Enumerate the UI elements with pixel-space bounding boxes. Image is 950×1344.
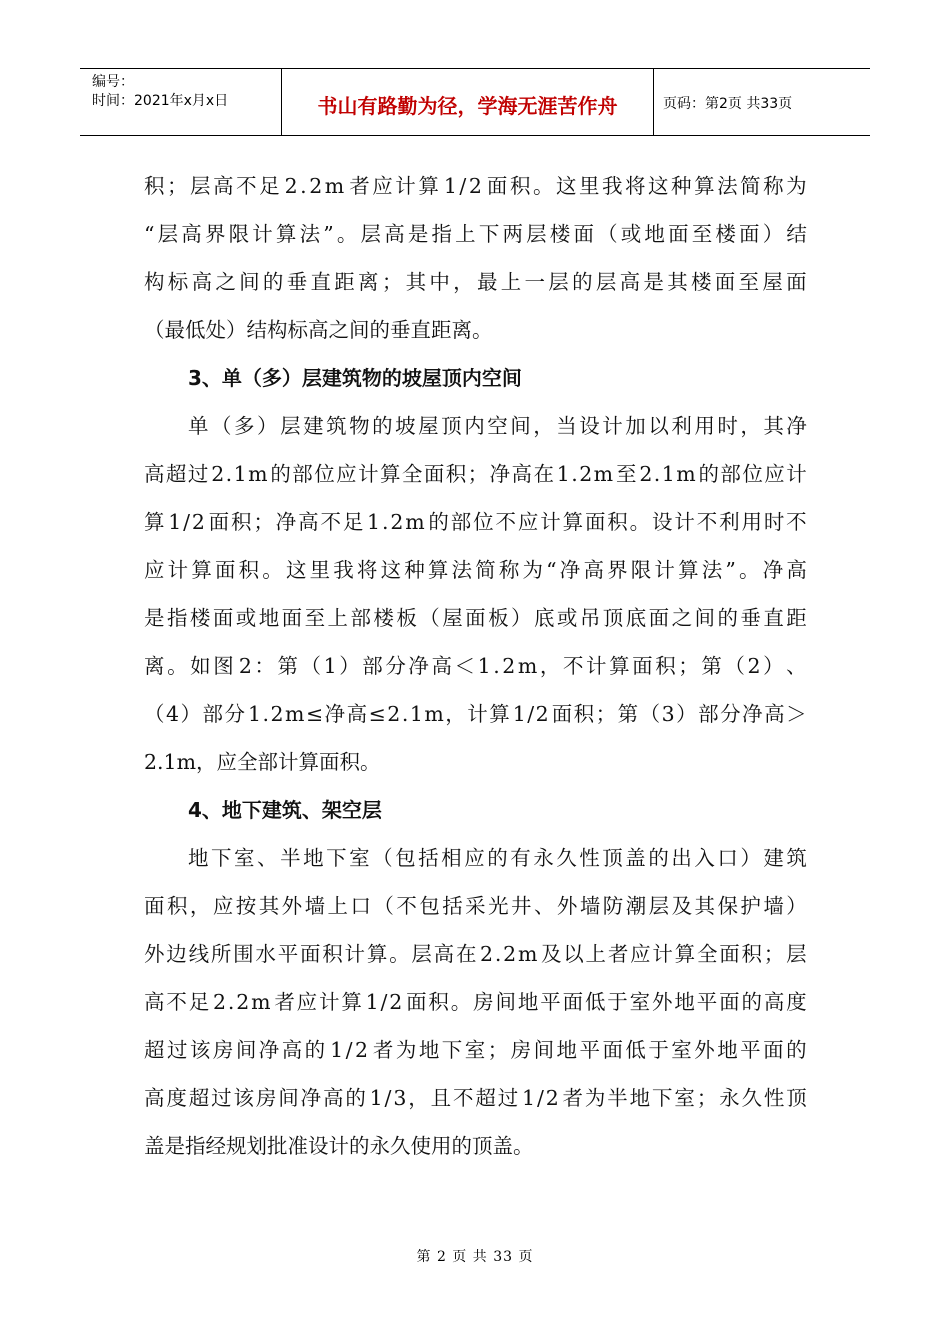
body-line: 高 超 过 2 . 1 m 的 部 位 应 计 算 全 面 积 ； 净 高 在 1 . 2 m 至 2 . 1 m 的 部 位 应 计 (144, 462, 807, 486)
body-line: 盖是指经规划批准设计的永久使用的顶盖。 (144, 1134, 534, 1158)
body-line: 离 。 如 图 2 ： 第 （ 1 ） 部 分 净 高 ＜ 1 . 2 m ， 不 计 算 面 积 ； 第 （ 2 ） 、 (144, 654, 807, 678)
body-line: 应 计 算 面 积 。 这 里 我 将 这 种 算 法 简 称 为 “ 净 高 界 限 计 算 法 ” 。 净 高 (144, 558, 807, 582)
header-page-info: 页码：第2页 共33页 (663, 96, 793, 112)
body-line: 高 度 超 过 该 房 间 净 高 的 1 / 3 ， 且 不 超 过 1 / 2 者 为 半 地 下 室 ； 永 久 性 顶 (144, 1086, 807, 1110)
body-line: 面 积 ， 应 按 其 外 墙 上 口 （ 不 包 括 采 光 井 、 外 墙 防 潮 层 及 其 保 护 墙 ） (144, 894, 807, 918)
body-line: 是 指 楼 面 或 地 面 至 上 部 楼 板 （ 屋 面 板 ） 底 或 吊 顶 底 面 之 间 的 垂 直 距 (144, 606, 807, 630)
page-header (80, 68, 870, 136)
body-line: “ 层 高 界 限 计 算 法 ” 。 层 高 是 指 上 下 两 层 楼 面 （ 或 地 面 至 楼 面 ） 结 (144, 222, 807, 246)
body-line: 单 （ 多 ） 层 建 筑 物 的 坡 屋 顶 内 空 间 ， 当 设 计 加 以 利 用 时 ， 其 净 (188, 414, 807, 438)
serial-label: 编号： (92, 74, 134, 90)
section-4-heading: 4、地下建筑、架空层 (188, 798, 382, 822)
body-line: 超 过 该 房 间 净 高 的 1 / 2 者 为 地 下 室 ； 房 间 地 平 面 低 于 室 外 地 平 面 的 (144, 1038, 807, 1062)
body-line: 2.1m，应全部计算面积。 (144, 750, 381, 774)
body-line: 高 不 足 2 . 2 m 者 应 计 算 1 / 2 面 积 。 房 间 地 平 面 低 于 室 外 地 平 面 的 高 度 (144, 990, 807, 1014)
body-line: 地 下 室 、 半 地 下 室 （ 包 括 相 应 的 有 永 久 性 顶 盖 的 出 入 口 ） 建 筑 (188, 846, 807, 870)
body-line: （ 4 ） 部 分 1 . 2 m ≤ 净 高 ≤ 2 . 1 m ， 计 算 1 / 2 面 积 ； 第 （ 3 ） 部 分 净 高 ＞ (144, 702, 807, 726)
body-line: （最低处）结构标高之间的垂直距离。 (144, 318, 493, 342)
header-motto: 书山有路勤为径，学海无涯苦作舟 (282, 69, 654, 135)
date-text: 时间：2021年x月x日 (92, 93, 229, 109)
body-line: 算 1 / 2 面 积 ； 净 高 不 足 1 . 2 m 的 部 位 不 应 计 算 面 积 。 设 计 不 利 用 时 不 (144, 510, 807, 534)
header-meta (80, 69, 282, 135)
body-line: 积 ； 层 高 不 足 2 . 2 m 者 应 计 算 1 / 2 面 积 。 这 里 我 将 这 种 算 法 简 称 为 (144, 174, 807, 198)
page-footer: 第 2 页 共 33 页 (416, 1249, 534, 1265)
body-line: 外 边 线 所 围 水 平 面 积 计 算 。 层 高 在 2 . 2 m 及 以 上 者 应 计 算 全 面 积 ； 层 (144, 942, 807, 966)
body-line: 构 标 高 之 间 的 垂 直 距 离 ； 其 中 ， 最 上 一 层 的 层 高 是 其 楼 面 至 屋 面 (144, 270, 807, 294)
document-body (144, 162, 807, 1170)
section-3-heading: 3、单（多）层建筑物的坡屋顶内空间 (188, 366, 522, 390)
